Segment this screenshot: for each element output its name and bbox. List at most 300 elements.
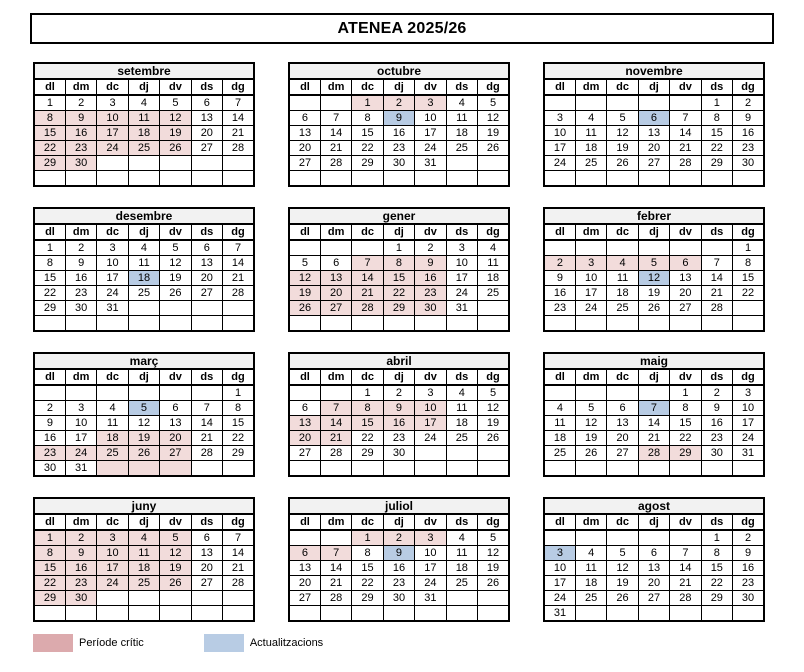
day-cell: 9: [65, 111, 96, 126]
day-cell: 11: [128, 256, 159, 271]
day-cell: 5: [160, 240, 191, 256]
day-cell: 1: [352, 385, 383, 401]
day-cell: 5: [160, 95, 191, 111]
empty-cell: [446, 606, 477, 622]
day-cell: 2: [383, 95, 414, 111]
empty-cell: [223, 301, 254, 316]
day-cell: 1: [223, 385, 254, 401]
day-cell: 28: [223, 576, 254, 591]
empty-cell: [320, 530, 351, 546]
empty-cell: [320, 606, 351, 622]
day-cell: 23: [701, 431, 732, 446]
day-cell: 18: [607, 286, 638, 301]
weekday-header-ds: ds: [446, 369, 477, 385]
day-cell: 22: [352, 431, 383, 446]
day-cell: 29: [223, 446, 254, 461]
day-cell: 26: [607, 591, 638, 606]
empty-cell: [97, 316, 128, 332]
weekday-header-dg: dg: [223, 369, 254, 385]
day-cell: 6: [320, 256, 351, 271]
day-cell: 30: [733, 591, 764, 606]
day-cell: 14: [191, 416, 222, 431]
day-cell: 11: [128, 546, 159, 561]
weekday-header-dv: dv: [160, 79, 191, 95]
day-cell: 11: [544, 416, 575, 431]
empty-cell: [191, 591, 222, 606]
day-cell: 27: [160, 446, 191, 461]
day-cell: 19: [160, 271, 191, 286]
day-cell: 24: [446, 286, 477, 301]
day-cell: 17: [65, 431, 96, 446]
empty-cell: [223, 606, 254, 622]
day-cell: 26: [638, 301, 669, 316]
day-cell: 28: [320, 591, 351, 606]
empty-cell: [544, 171, 575, 187]
empty-cell: [97, 156, 128, 171]
empty-cell: [97, 591, 128, 606]
empty-cell: [223, 591, 254, 606]
day-cell: 8: [352, 111, 383, 126]
day-cell: 4: [446, 530, 477, 546]
day-cell: 14: [320, 126, 351, 141]
day-cell: 12: [478, 401, 509, 416]
day-cell: 8: [352, 401, 383, 416]
empty-cell: [670, 95, 701, 111]
empty-cell: [128, 316, 159, 332]
day-cell: 24: [575, 301, 606, 316]
empty-cell: [223, 156, 254, 171]
day-cell: 18: [544, 431, 575, 446]
day-cell: 16: [733, 561, 764, 576]
day-cell: 23: [415, 286, 446, 301]
empty-cell: [638, 95, 669, 111]
day-cell: 6: [191, 240, 222, 256]
month-calendar-octubre: [288, 62, 510, 187]
day-cell: 20: [191, 126, 222, 141]
empty-cell: [191, 316, 222, 332]
day-cell: 12: [607, 561, 638, 576]
day-cell: 21: [670, 141, 701, 156]
empty-cell: [415, 606, 446, 622]
day-cell: 20: [638, 576, 669, 591]
day-cell: 7: [320, 111, 351, 126]
empty-cell: [191, 301, 222, 316]
day-cell: 22: [352, 141, 383, 156]
day-cell: 15: [701, 126, 732, 141]
day-cell: 7: [223, 95, 254, 111]
weekday-header-dv: dv: [415, 79, 446, 95]
day-cell: 6: [638, 546, 669, 561]
empty-cell: [383, 461, 414, 477]
empty-cell: [289, 95, 320, 111]
day-cell: 13: [670, 271, 701, 286]
empty-cell: [701, 240, 732, 256]
day-cell: 31: [415, 591, 446, 606]
day-cell: 13: [607, 416, 638, 431]
weekday-header-ds: ds: [701, 79, 732, 95]
day-cell: 23: [65, 141, 96, 156]
day-cell: 8: [34, 546, 65, 561]
day-cell: 15: [383, 271, 414, 286]
empty-cell: [575, 385, 606, 401]
day-cell: 2: [544, 256, 575, 271]
day-cell: 26: [478, 431, 509, 446]
empty-cell: [320, 95, 351, 111]
empty-cell: [97, 385, 128, 401]
day-cell: 26: [289, 301, 320, 316]
weekday-header-dm: dm: [575, 79, 606, 95]
day-cell: 4: [478, 240, 509, 256]
day-cell: 10: [575, 271, 606, 286]
weekday-header-dj: dj: [128, 369, 159, 385]
empty-cell: [160, 316, 191, 332]
day-cell: 11: [446, 401, 477, 416]
day-cell: 16: [34, 431, 65, 446]
weekday-header-dv: dv: [415, 514, 446, 530]
empty-cell: [544, 385, 575, 401]
weekday-header-dg: dg: [733, 514, 764, 530]
day-cell: 10: [733, 401, 764, 416]
day-cell: 11: [446, 546, 477, 561]
weekday-header-dv: dv: [415, 224, 446, 240]
weekday-header-dv: dv: [160, 369, 191, 385]
day-cell: 3: [415, 385, 446, 401]
day-cell: 23: [383, 576, 414, 591]
weekday-header-dg: dg: [478, 369, 509, 385]
day-cell: 1: [352, 95, 383, 111]
day-cell: 25: [478, 286, 509, 301]
day-cell: 13: [638, 126, 669, 141]
legend-item-updates: [204, 634, 323, 652]
day-cell: 2: [701, 385, 732, 401]
empty-cell: [128, 171, 159, 187]
day-cell: 27: [320, 301, 351, 316]
empty-cell: [415, 171, 446, 187]
empty-cell: [383, 171, 414, 187]
weekday-header-dc: dc: [352, 514, 383, 530]
day-cell: 5: [289, 256, 320, 271]
day-cell: 17: [733, 416, 764, 431]
weekday-header-dc: dc: [607, 369, 638, 385]
day-cell: 30: [733, 156, 764, 171]
day-cell: 30: [383, 156, 414, 171]
weekday-header-dv: dv: [160, 224, 191, 240]
weekday-header-dj: dj: [383, 514, 414, 530]
day-cell: 1: [34, 530, 65, 546]
day-cell: 24: [97, 141, 128, 156]
day-cell: 17: [415, 126, 446, 141]
day-cell: 21: [191, 431, 222, 446]
day-cell: 2: [65, 240, 96, 256]
day-cell: 17: [446, 271, 477, 286]
empty-cell: [478, 301, 509, 316]
day-cell: 14: [223, 111, 254, 126]
day-cell: 20: [160, 431, 191, 446]
day-cell: 9: [65, 546, 96, 561]
day-cell: 30: [65, 156, 96, 171]
day-cell: 13: [289, 561, 320, 576]
day-cell: 1: [733, 240, 764, 256]
empty-cell: [733, 461, 764, 477]
day-cell: 31: [446, 301, 477, 316]
month-calendar-maig: [543, 352, 765, 477]
empty-cell: [446, 171, 477, 187]
day-cell: 19: [607, 576, 638, 591]
day-cell: 31: [415, 156, 446, 171]
day-cell: 29: [352, 446, 383, 461]
weekday-header-dg: dg: [223, 224, 254, 240]
day-cell: 9: [34, 416, 65, 431]
month-calendar-agost: [543, 497, 765, 622]
weekday-header-dm: dm: [320, 224, 351, 240]
day-cell: 29: [701, 591, 732, 606]
day-cell: 4: [128, 530, 159, 546]
month-title: març: [34, 353, 254, 369]
day-cell: 1: [34, 240, 65, 256]
weekday-header-dg: dg: [733, 369, 764, 385]
day-cell: 3: [97, 240, 128, 256]
day-cell: 9: [383, 546, 414, 561]
month-title: octubre: [289, 63, 509, 79]
day-cell: 4: [446, 385, 477, 401]
day-cell: 7: [670, 111, 701, 126]
empty-cell: [191, 606, 222, 622]
day-cell: 17: [97, 561, 128, 576]
empty-cell: [34, 171, 65, 187]
day-cell: 2: [733, 95, 764, 111]
weekday-header-dg: dg: [478, 79, 509, 95]
day-cell: 3: [544, 546, 575, 561]
day-cell: 20: [320, 286, 351, 301]
day-cell: 5: [478, 530, 509, 546]
weekday-header-dg: dg: [478, 514, 509, 530]
weekday-header-dj: dj: [128, 224, 159, 240]
day-cell: 9: [701, 401, 732, 416]
day-cell: 22: [733, 286, 764, 301]
day-cell: 18: [446, 416, 477, 431]
empty-cell: [320, 385, 351, 401]
weekday-header-dc: dc: [97, 514, 128, 530]
day-cell: 11: [575, 561, 606, 576]
month-calendar-març: [33, 352, 255, 477]
day-cell: 22: [223, 431, 254, 446]
day-cell: 13: [320, 271, 351, 286]
empty-cell: [160, 461, 191, 477]
day-cell: 25: [575, 156, 606, 171]
weekday-header-ds: ds: [191, 224, 222, 240]
day-cell: 5: [478, 385, 509, 401]
day-cell: 10: [415, 111, 446, 126]
day-cell: 28: [191, 446, 222, 461]
month-title: abril: [289, 353, 509, 369]
day-cell: 14: [320, 561, 351, 576]
empty-cell: [352, 171, 383, 187]
empty-cell: [575, 316, 606, 332]
day-cell: 7: [223, 240, 254, 256]
empty-cell: [478, 156, 509, 171]
day-cell: 13: [191, 111, 222, 126]
weekday-header-dl: dl: [289, 514, 320, 530]
day-cell: 4: [97, 401, 128, 416]
weekday-header-dj: dj: [638, 79, 669, 95]
day-cell: 30: [383, 446, 414, 461]
empty-cell: [128, 461, 159, 477]
month-title: gener: [289, 208, 509, 224]
weekday-header-dj: dj: [383, 369, 414, 385]
weekday-header-dl: dl: [289, 79, 320, 95]
weekday-header-dg: dg: [478, 224, 509, 240]
empty-cell: [289, 606, 320, 622]
day-cell: 8: [733, 256, 764, 271]
day-cell: 6: [670, 256, 701, 271]
day-cell: 19: [478, 561, 509, 576]
day-cell: 12: [575, 416, 606, 431]
weekday-header-dl: dl: [289, 224, 320, 240]
weekday-header-ds: ds: [446, 224, 477, 240]
empty-cell: [415, 316, 446, 332]
empty-cell: [607, 606, 638, 622]
empty-cell: [544, 461, 575, 477]
day-cell: 6: [289, 111, 320, 126]
day-cell: 15: [701, 561, 732, 576]
day-cell: 18: [128, 271, 159, 286]
empty-cell: [607, 385, 638, 401]
day-cell: 26: [160, 576, 191, 591]
day-cell: 28: [701, 301, 732, 316]
day-cell: 10: [97, 546, 128, 561]
weekday-header-dc: dc: [97, 224, 128, 240]
day-cell: 16: [65, 561, 96, 576]
day-cell: 30: [65, 301, 96, 316]
day-cell: 5: [478, 95, 509, 111]
weekday-header-dm: dm: [65, 224, 96, 240]
weekday-header-dc: dc: [607, 224, 638, 240]
day-cell: 12: [128, 416, 159, 431]
empty-cell: [34, 606, 65, 622]
day-cell: 12: [160, 111, 191, 126]
day-cell: 21: [320, 576, 351, 591]
empty-cell: [289, 385, 320, 401]
empty-cell: [191, 171, 222, 187]
empty-cell: [544, 530, 575, 546]
day-cell: 15: [352, 561, 383, 576]
day-cell: 28: [670, 156, 701, 171]
day-cell: 3: [544, 111, 575, 126]
weekday-header-dj: dj: [638, 369, 669, 385]
empty-cell: [670, 606, 701, 622]
weekday-header-dg: dg: [733, 224, 764, 240]
day-cell: 6: [191, 95, 222, 111]
day-cell: 4: [128, 240, 159, 256]
day-cell: 16: [65, 271, 96, 286]
day-cell: 16: [383, 561, 414, 576]
empty-cell: [415, 446, 446, 461]
day-cell: 23: [383, 431, 414, 446]
empty-cell: [128, 591, 159, 606]
months-grid: [33, 62, 765, 622]
empty-cell: [352, 606, 383, 622]
weekday-header-dc: dc: [352, 79, 383, 95]
day-cell: 26: [478, 141, 509, 156]
day-cell: 7: [223, 530, 254, 546]
day-cell: 31: [97, 301, 128, 316]
day-cell: 20: [191, 561, 222, 576]
day-cell: 3: [446, 240, 477, 256]
day-cell: 26: [575, 446, 606, 461]
day-cell: 19: [478, 416, 509, 431]
empty-cell: [638, 171, 669, 187]
day-cell: 8: [670, 401, 701, 416]
weekday-header-dm: dm: [575, 224, 606, 240]
day-cell: 11: [575, 126, 606, 141]
day-cell: 6: [638, 111, 669, 126]
empty-cell: [415, 461, 446, 477]
day-cell: 14: [223, 256, 254, 271]
weekday-header-dm: dm: [320, 79, 351, 95]
empty-cell: [701, 461, 732, 477]
day-cell: 13: [638, 561, 669, 576]
weekday-header-dc: dc: [352, 369, 383, 385]
day-cell: 5: [607, 111, 638, 126]
day-cell: 15: [352, 126, 383, 141]
day-cell: 28: [223, 141, 254, 156]
day-cell: 22: [34, 286, 65, 301]
day-cell: 21: [638, 431, 669, 446]
empty-cell: [607, 95, 638, 111]
empty-cell: [607, 171, 638, 187]
day-cell: 21: [223, 271, 254, 286]
day-cell: 10: [544, 126, 575, 141]
day-cell: 6: [160, 401, 191, 416]
legend: [33, 634, 323, 652]
empty-cell: [544, 95, 575, 111]
day-cell: 2: [65, 530, 96, 546]
empty-cell: [638, 240, 669, 256]
day-cell: 30: [383, 591, 414, 606]
day-cell: 27: [289, 156, 320, 171]
weekday-header-ds: ds: [701, 369, 732, 385]
empty-cell: [446, 156, 477, 171]
day-cell: 21: [320, 431, 351, 446]
weekday-header-dg: dg: [223, 514, 254, 530]
month-calendar-abril: [288, 352, 510, 477]
day-cell: 25: [128, 286, 159, 301]
updates-swatch: [204, 634, 244, 652]
day-cell: 12: [160, 256, 191, 271]
month-title: juny: [34, 498, 254, 514]
day-cell: 1: [670, 385, 701, 401]
day-cell: 16: [544, 286, 575, 301]
empty-cell: [191, 385, 222, 401]
day-cell: 15: [34, 561, 65, 576]
empty-cell: [352, 461, 383, 477]
day-cell: 29: [34, 156, 65, 171]
day-cell: 12: [638, 271, 669, 286]
day-cell: 11: [128, 111, 159, 126]
empty-cell: [97, 171, 128, 187]
day-cell: 16: [65, 126, 96, 141]
weekday-header-dc: dc: [97, 369, 128, 385]
day-cell: 28: [638, 446, 669, 461]
day-cell: 18: [97, 431, 128, 446]
empty-cell: [97, 606, 128, 622]
empty-cell: [160, 301, 191, 316]
day-cell: 15: [733, 271, 764, 286]
day-cell: 30: [34, 461, 65, 477]
day-cell: 23: [733, 141, 764, 156]
day-cell: 19: [575, 431, 606, 446]
day-cell: 19: [289, 286, 320, 301]
